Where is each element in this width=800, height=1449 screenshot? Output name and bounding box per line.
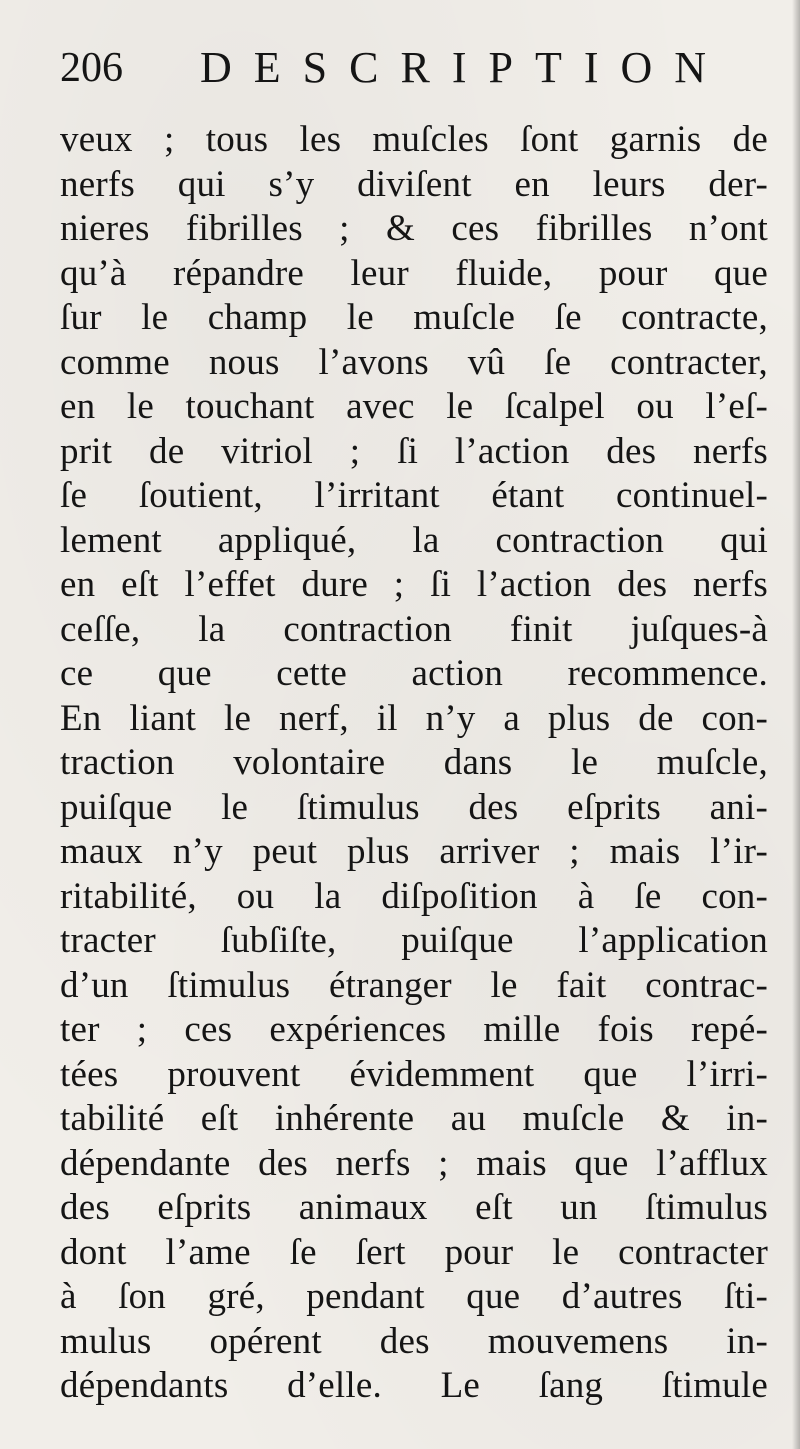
text-line: tabilité eſt inhérente au muſcle & in- — [60, 1098, 768, 1139]
page-edge-shadow — [792, 0, 800, 1449]
text-line: ceſſe, la contraction finit juſques-à — [60, 608, 768, 650]
text-line: dépendante des nerfs ; mais que l’afflux — [60, 1142, 768, 1184]
text-line: ſur le champ le muſcle ſe contracte, — [60, 297, 768, 338]
text-line: ritabilité, ou la diſpoſition à ſe con- — [60, 875, 768, 917]
text-line: nerfs qui s’y diviſent en leurs der- — [60, 163, 768, 205]
page-number: 206 — [60, 45, 123, 91]
text-line: puiſque le ſtimulus des eſprits ani- — [60, 786, 768, 828]
text-line: tracter ſubſiſte, puiſque l’application — [60, 920, 768, 961]
text-line: ce que cette action recommence. — [60, 653, 768, 694]
text-line: traction volontaire dans le muſcle, — [60, 742, 768, 783]
text-line: maux n’y peut plus arriver ; mais l’ir- — [60, 831, 768, 872]
text-line: comme nous l’avons vû ſe contracter, — [60, 341, 768, 383]
running-title: DESCRIPTION — [200, 43, 729, 92]
text-line: en eſt l’effet dure ; ſi l’action des nerfs — [60, 564, 768, 605]
text-line: d’un ſtimulus étranger le fait contrac- — [60, 964, 768, 1006]
text-line: qu’à répandre leur fluide, pour que — [60, 252, 768, 294]
text-line: veux ; tous les muſcles ſont garnis de — [60, 119, 768, 160]
text-line: lement appliqué, la contraction qui — [60, 519, 768, 561]
text-line: en le touchant avec le ſcalpel ou l’eſ- — [60, 386, 768, 427]
text-line: prit de vitriol ; ſi l’action des nerfs — [60, 430, 768, 472]
text-line: dont l’ame ſe ſert pour le contracter — [60, 1231, 768, 1273]
text-line: tées prouvent évidemment que l’irri- — [60, 1053, 768, 1095]
text-line: ter ; ces expériences mille fois repé- — [60, 1009, 768, 1050]
text-line: des eſprits animaux eſt un ſtimulus — [60, 1187, 768, 1228]
text-line: mulus opérent des mouvemens in- — [60, 1320, 768, 1362]
text-line: à ſon gré, pendant que d’autres ſti- — [60, 1276, 768, 1317]
running-head — [60, 38, 780, 98]
text-line: ſe ſoutient, l’irritant étant continuel- — [60, 475, 768, 516]
body-text — [60, 118, 768, 1409]
text-line: En liant le nerf, il n’y a plus de con- — [60, 697, 768, 739]
text-line: nieres fibrilles ; & ces fibrilles n’ont — [60, 208, 768, 249]
text-line: dépendants d’elle. Le ſang ſtimule — [60, 1365, 768, 1406]
